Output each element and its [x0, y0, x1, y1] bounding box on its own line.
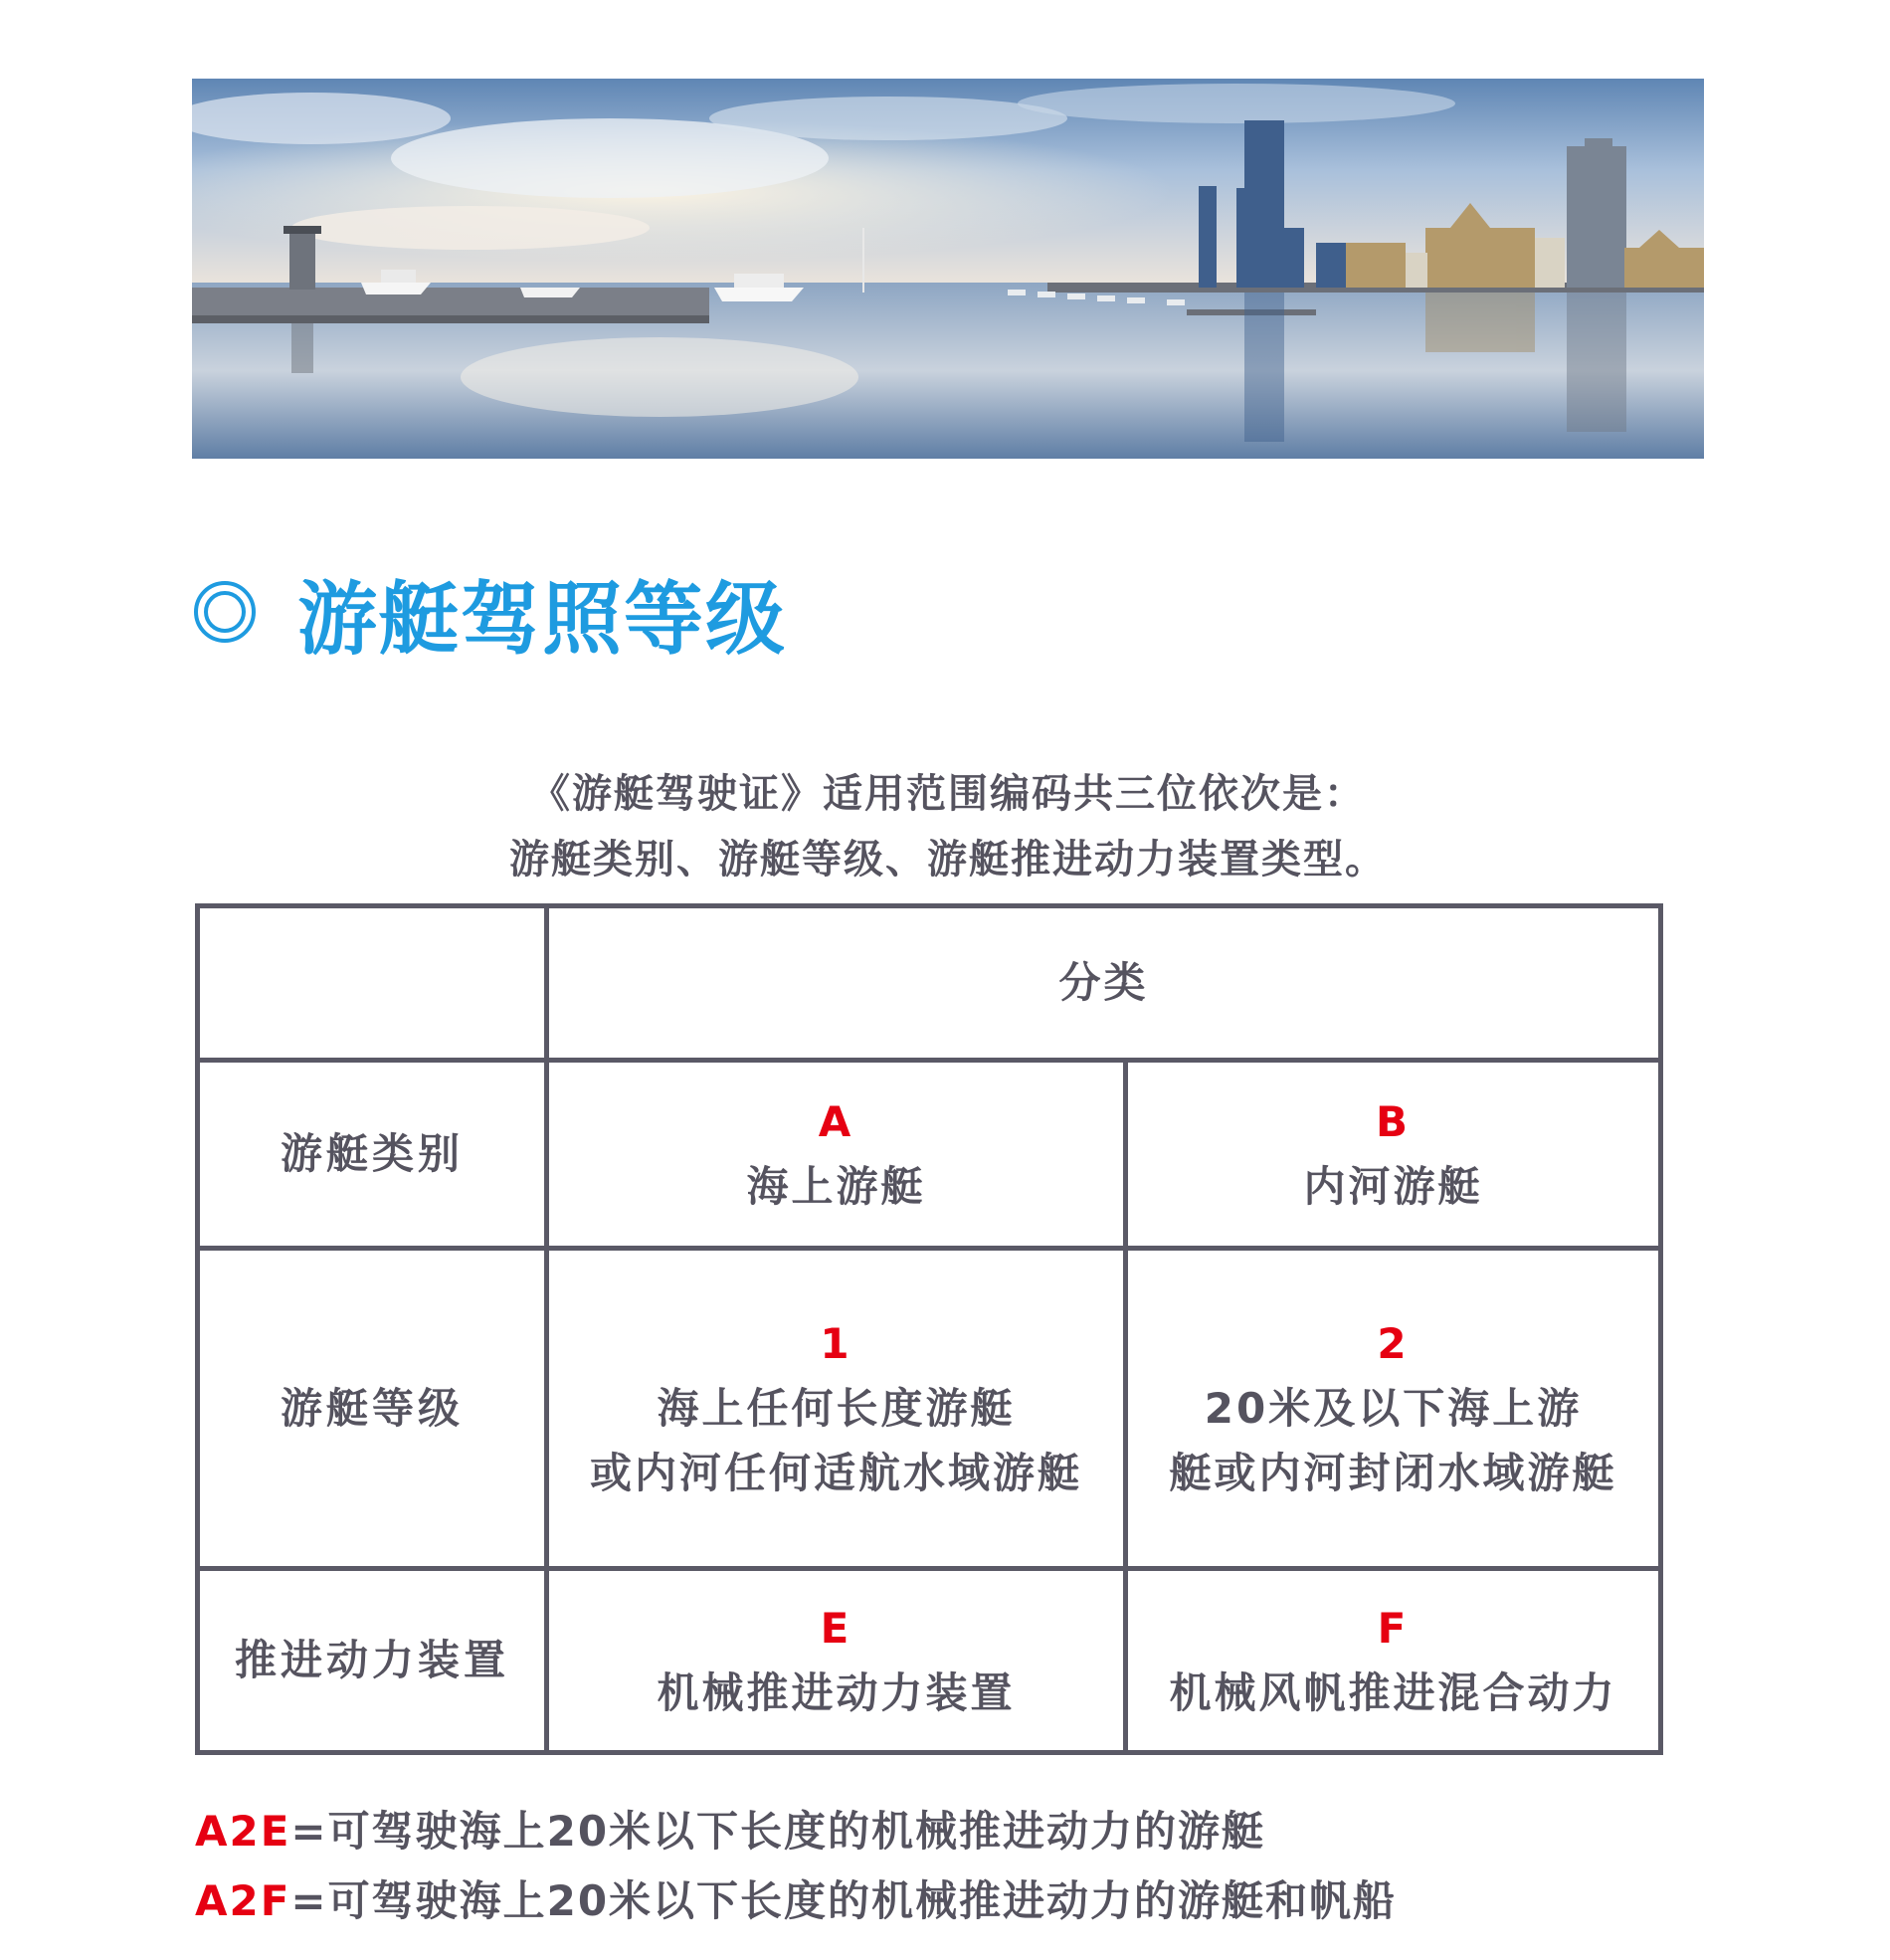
cell-text: 海上游艇 — [746, 1162, 926, 1211]
double-ring-icon — [192, 579, 258, 645]
code-label: E — [820, 1603, 852, 1653]
example-text: =可驾驶海上20米以下长度的机械推进动力的游艇和帆船 — [290, 1876, 1398, 1925]
hero-harbor-panorama-image — [192, 79, 1704, 459]
example-code: A2E — [195, 1807, 291, 1856]
code-label: 2 — [1377, 1318, 1410, 1368]
header-label: 分类 — [1058, 958, 1149, 1008]
row-label-text: 游艇类别 — [280, 1129, 464, 1179]
row-label-yacht-grade — [200, 1251, 544, 1566]
cell-grade-2 — [1128, 1251, 1658, 1566]
example-text: =可驾驶海上20米以下长度的机械推进动力的游艇 — [290, 1807, 1266, 1856]
cell-class-a — [549, 1063, 1123, 1246]
table-header-category — [549, 908, 1658, 1058]
cell-text: 海上任何长度游艇 — [657, 1383, 1016, 1433]
section-title: 游艇驾照等级 — [297, 572, 787, 666]
example-a2f — [195, 1868, 1397, 1928]
cell-propulsion-f — [1128, 1571, 1658, 1750]
example-code: A2F — [195, 1876, 291, 1925]
cell-grade-1 — [549, 1251, 1123, 1566]
intro-line-2: 游艇类别、游艇等级、游艇推进动力装置类型。 — [509, 837, 1387, 882]
code-label: 1 — [820, 1318, 852, 1368]
cell-text: 机械风帆推进混合动力 — [1169, 1668, 1617, 1717]
cell-text: 20米及以下海上游 — [1204, 1383, 1583, 1433]
row-label-propulsion — [200, 1571, 544, 1750]
cell-text: 艇或内河封闭水域游艇 — [1169, 1449, 1617, 1498]
section-header — [192, 557, 787, 667]
intro-line-1: 《游艇驾驶证》适用范围编码共三位依次是： — [530, 771, 1366, 817]
example-a2e — [195, 1799, 1265, 1859]
cell-text: 或内河任何适航水域游艇 — [589, 1449, 1082, 1498]
cell-class-b — [1128, 1063, 1658, 1246]
table-corner-cell — [200, 908, 544, 1058]
code-label: A — [818, 1096, 854, 1146]
cell-text: 内河游艇 — [1303, 1162, 1483, 1211]
row-label-text: 推进动力装置 — [234, 1636, 509, 1685]
license-classification-table — [195, 903, 1663, 1755]
cell-propulsion-e — [549, 1571, 1123, 1750]
cell-text: 机械推进动力装置 — [657, 1668, 1016, 1717]
code-label: B — [1375, 1096, 1411, 1146]
code-label: F — [1377, 1603, 1410, 1653]
row-label-yacht-class — [200, 1063, 544, 1246]
row-label-text: 游艇等级 — [280, 1383, 464, 1433]
